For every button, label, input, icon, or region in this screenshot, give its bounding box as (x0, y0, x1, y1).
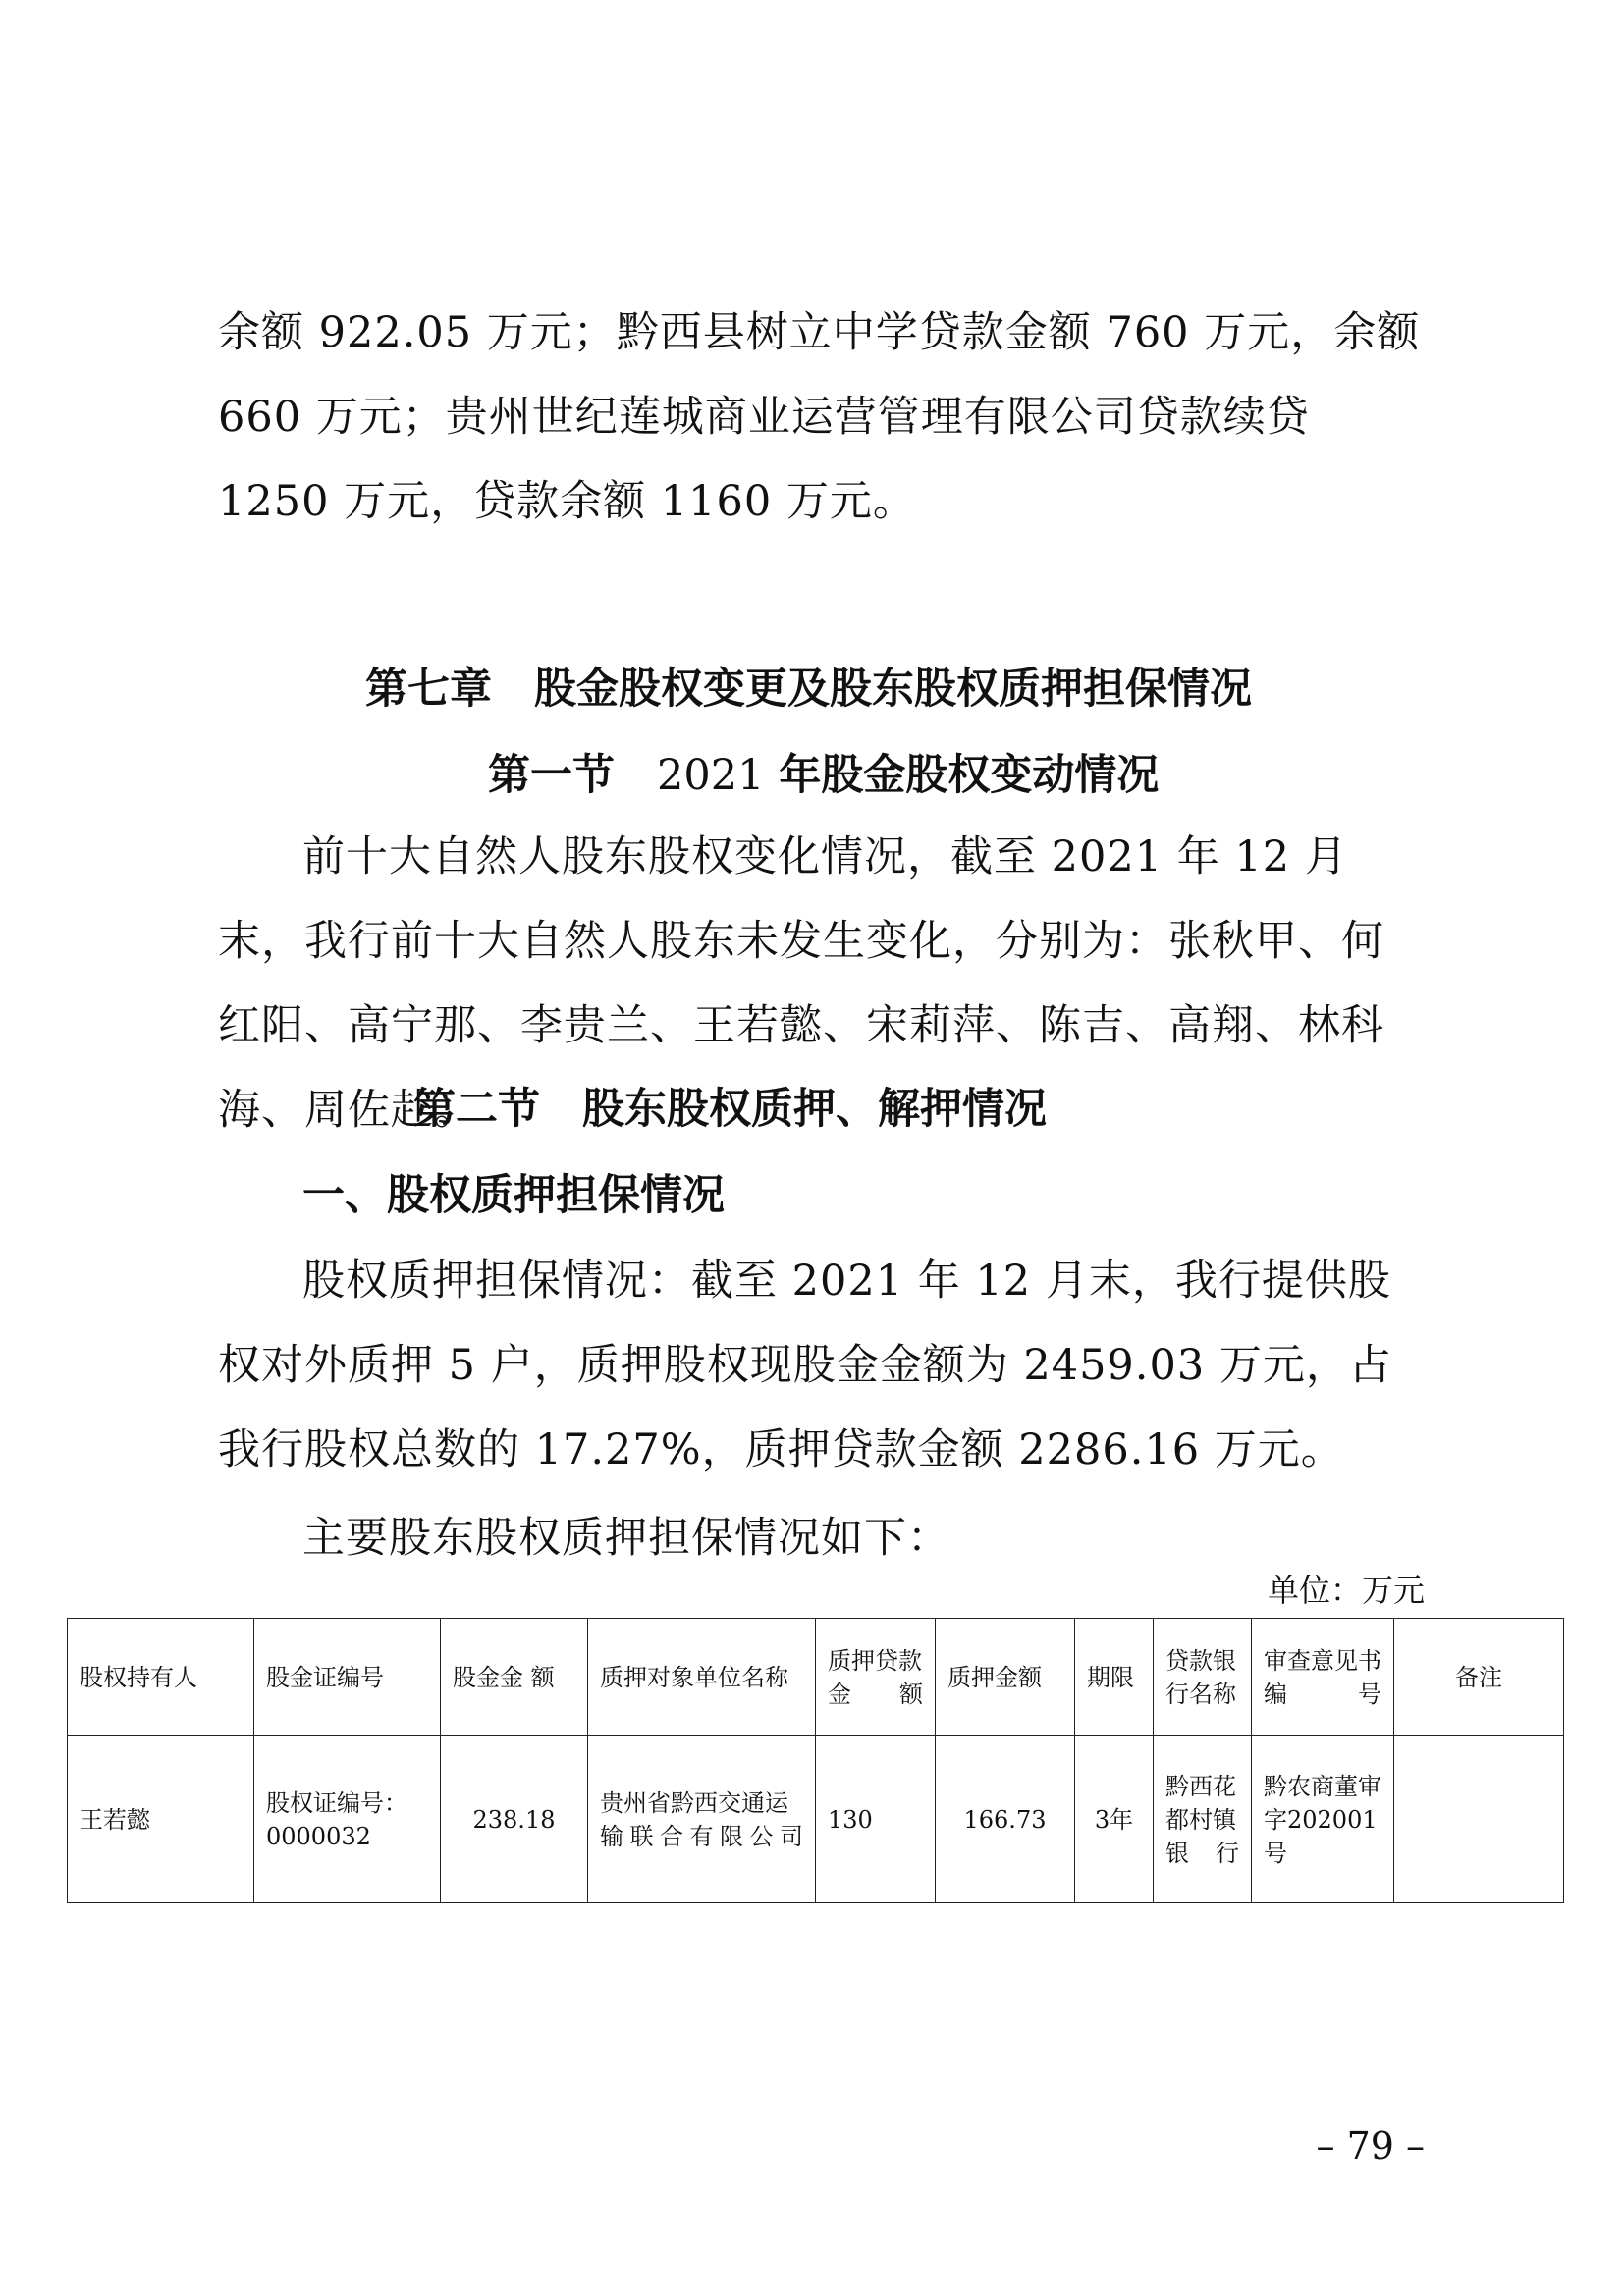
paragraph-table-intro: 主要股东股权质押担保情况如下： (302, 1514, 950, 1563)
section-1-heading (488, 746, 1159, 805)
cell-holder: 王若懿 (68, 1736, 254, 1903)
header-term: 期限 (1075, 1619, 1154, 1736)
cell-bank: 黔西花都村镇银行 (1154, 1736, 1252, 1903)
unit-label: 单位：万元 (1267, 1572, 1425, 1609)
cell-pledgee: 贵州省黔西交通运输联合有限公司 (588, 1736, 816, 1903)
header-pledgee: 质押对象单位名称 (588, 1619, 816, 1736)
header-holder: 股权持有人 (68, 1619, 254, 1736)
header-review-no: 审查意见书编号 (1252, 1619, 1394, 1736)
pledge-table (67, 1618, 1564, 1903)
paragraph-top-shareholders: 前十大自然人股东股权变化情况，截至 2021 年 12 月末，我行前十大自然人股东未发生变化，分别为：张秋甲、何红阳、高宁那、李贵兰、王若懿、宋莉萍、陈吉、高翔、林科海、周佐赴。 (218, 832, 1384, 1135)
header-pledge-amount: 质押金额 (936, 1619, 1075, 1736)
section-2-heading: 第二节 股东股权质押、解押情况 (413, 1085, 1047, 1134)
paragraph-pledge-summary: 股权质押担保情况：截至 2021 年 12 月末，我行提供股权对外质押 5 户，质押股权现股金金额为 2459.03 万元，占我行股权总数的 17.27%，质押贷款金额 2286.16 万元。 (218, 1256, 1392, 1474)
table-header-row (68, 1619, 1564, 1736)
header-share-amount: 股金金 额 (441, 1619, 588, 1736)
header-loan-amount: 质押贷款金额 (816, 1619, 936, 1736)
page-number: – 79 – (1316, 2124, 1425, 2167)
cell-pledge-amount: 166.73 (936, 1736, 1075, 1903)
sub-heading-pledge: 一、股权质押担保情况 (302, 1171, 725, 1220)
section-1-year: 2021 (657, 751, 765, 800)
section-1-suffix: 年股金股权变动情况 (764, 751, 1160, 800)
cell-remark (1394, 1736, 1564, 1903)
cell-loan-amount: 130 (816, 1736, 936, 1903)
header-bank: 贷款银行名称 (1154, 1619, 1252, 1736)
table-row (68, 1736, 1564, 1903)
header-cert-no: 股金证编号 (254, 1619, 441, 1736)
cell-term: 3年 (1075, 1736, 1154, 1903)
cell-share-amount: 238.18 (441, 1736, 588, 1903)
cell-review-no: 黔农商董审字202001号 (1252, 1736, 1394, 1903)
header-remark: 备注 (1394, 1619, 1564, 1736)
chapter-heading: 第七章 股金股权变更及股东股权质押担保情况 (365, 665, 1252, 714)
section-1-prefix: 第一节 (488, 751, 657, 800)
paragraph-loan-balances: 余额 922.05 万元；黔西县树立中学贷款金额 760 万元，余额 660 万元；贵州世纪莲城商业运营管理有限公司贷款续贷 1250 万元，贷款余额 1160 万元。 (218, 308, 1421, 526)
cell-cert-no: 股权证编号：0000032 (254, 1736, 441, 1903)
